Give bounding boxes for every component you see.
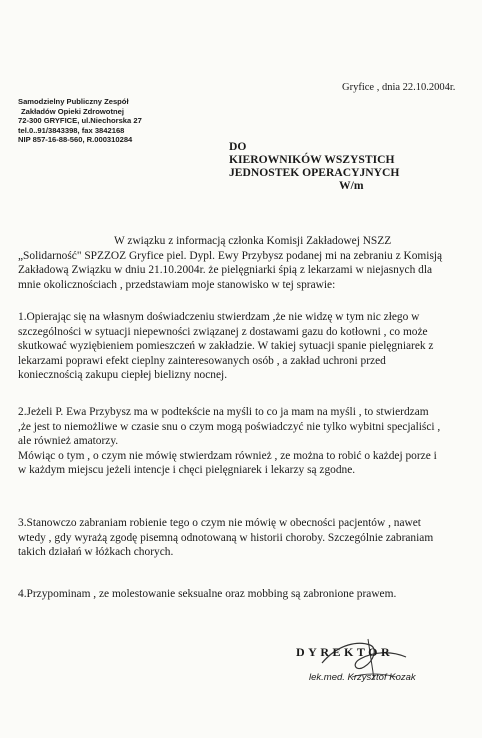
sender-line: Samodzielny Publiczny Zespół [18,97,129,106]
point-4-paragraph [18,587,470,602]
intro-paragraph [18,234,470,292]
date-line: Gryfice , dnia 22.10.2004r. [342,82,456,93]
text-line: 1.Opierając się na własnym doświadczeniu stwierdzam ,że nie widzę w tym nic złego w [18,311,420,323]
text-line: Zakładową Związku w dniu 21.10.2004r. że pielęgniarki śpią z lekarzami w niejasnych dla [18,264,433,277]
text-line: lekarzami poprawi efekt cieplny zainteresowanych osób , a zakład uchroni przed [18,354,386,367]
point-2-paragraph [18,405,470,478]
text-line: 3.Stanowczo zabraniam robienie tego o czym nie mówię w obecności pacjentów , nawet [18,517,421,529]
text-line: 2.Jeżeli P. Ewa Przybysz ma w podtekście na myśli to co ja mam na myśli , to stwierdzam [18,406,429,418]
text-line: w każdym miejscu jeżeli intencje i chęci pielęgniarek i lekarzy są zgodne. [18,464,356,477]
addressee-block [229,140,399,192]
sender-line: Zakładów Opieki Zdrowotnej [21,106,124,116]
sender-line: 72-300 GRYFICE, ul.Niechorska 27 [18,116,142,126]
text-line: ale również amatorzy. [18,435,119,448]
sender-stamp [18,97,142,145]
text-line: takich działań w łóżkach chorych. [18,546,174,559]
text-line: Mówiąc o tym , o czym nie mówię stwierdzam również , ze można to robić o każdej porze i [18,449,437,462]
addressee-line: JEDNOSTEK OPERACYJNYCH [229,166,400,179]
text-line: „Solidarność" SPZZOZ Gryfice piel. Dypl. Ewy Przybysz podanej mi na zebraniu z Komisją [18,249,443,262]
text-line: mnie okolicznościach , przedstawiam moje stanowisko w tej sprawie: [18,278,336,291]
text-line: szczególności w sytuacji niepewności związanej z dostawami gazu do kotłowni , co może [18,325,428,338]
text-line: ,że jest to niemożliwe w czasie snu o czym mogą poświadczyć nie tylko wybitni specjaliści , [18,420,441,433]
point-1-paragraph [18,310,470,383]
signature-title: DYREKTOR [296,645,394,659]
addressee-line: KIEROWNIKÓW WSZYSTICH [229,153,395,166]
text-line: skutkować wyziębieniem pomieszczeń w zakładzie. W takiej sytuacji spanie pielęgniarek z [18,340,434,353]
text-line: koniecznością zakupu ciepłej bielizny nocnej. [18,369,228,382]
addressee-to: DO [229,140,247,153]
signature-name: lek.med. Krzysztof Kozak [309,672,416,683]
text-line: W związku z informacją członka Komisji Zakładowej NSZZ [114,235,392,247]
sender-line: NIP 857-16-88-560, R.000310284 [18,135,133,145]
addressee-wm: W/m [339,179,364,192]
sender-line: tel.0..91/3843398, fax 3842168 [18,125,125,135]
text-line: wtedy , gdy wyrażą zgodę pisemną odnotowaną w historii choroby. Szczególnie zabraniam [18,531,434,544]
point-3-paragraph [18,516,470,560]
text-line: 4.Przypominam , ze molestowanie seksualne oraz mobbing są zabronione prawem. [18,588,397,600]
